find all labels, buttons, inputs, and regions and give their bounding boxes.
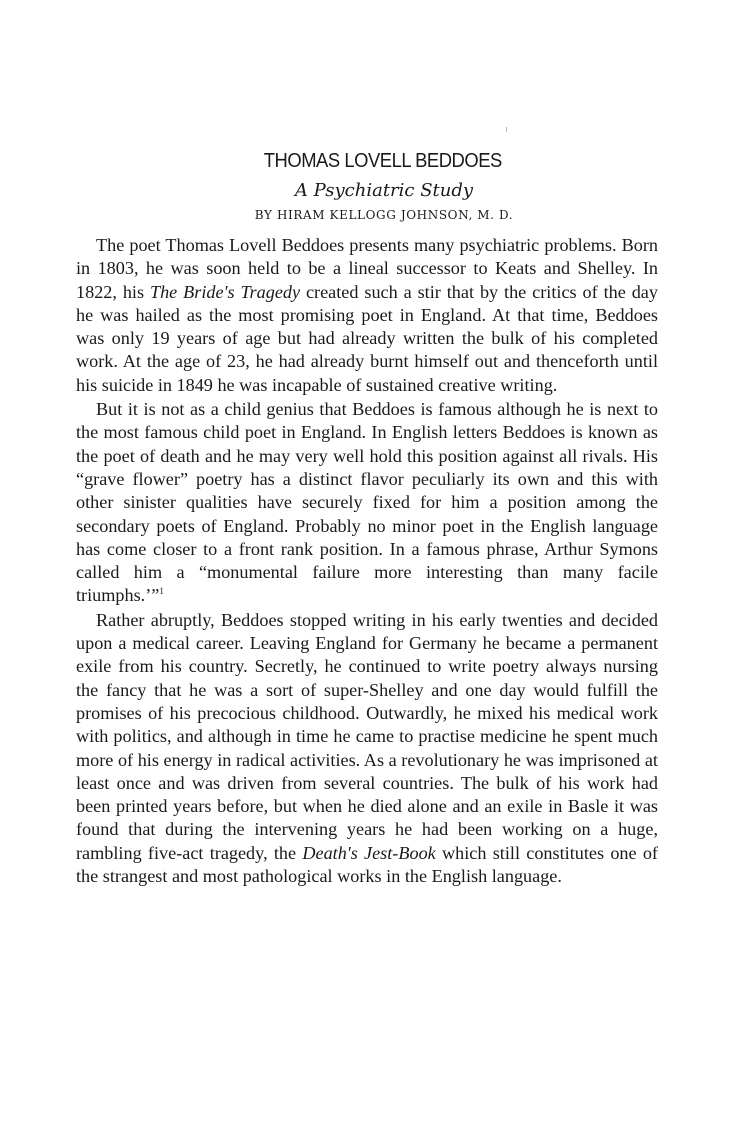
scan-speck: [506, 127, 507, 132]
death-jest-book-title: Death's Jest-Book: [302, 842, 436, 863]
paragraph-1-text-c: created such a stir that by the critics of the day he was hailed as the most promising poet in England. At that time, Beddoes was only 19 years of age but had already written the bulk of his completed work. At the age of 23, he had already burnt himself out and thenceforth until his suicide in 1849 he was incapable of sustained creative writing.: [76, 281, 658, 395]
paragraph-3-text-a: Rather abruptly, Beddoes stopped writing in his early twenties and decided upon a medical career. Leaving England for Germany he became a permanent exile from his country. Secretly, he continued to write poetry always nursing the fancy that he was a sort of super-Shelley and one day would fulfill the promises of his precocious childhood. Outwardly, he mixed his medical work with politics, and although in time he came to practise medicine he spent much more of his energy in radical activities. As a revolutionary he was imprisoned at least once and was driven from several countries. The bulk of his work had been printed years before, but when he died alone and an exile in Basle it was found that during the intervening years he had been working on a huge, rambling five-act tragedy, the: [76, 609, 658, 863]
article-title: THOMAS LOVELL BEDDOES: [263, 150, 502, 172]
paragraph-1: [76, 234, 658, 397]
article-body: [76, 234, 658, 888]
article-subtitle: A Psychiatric Study: [294, 180, 474, 201]
bride-tragedy-title: The Bride's Tragedy: [149, 281, 301, 302]
footnote-marker: 1: [159, 586, 164, 597]
paragraph-2: [76, 398, 658, 608]
paragraph-3: [76, 609, 658, 889]
paragraph-2-text: But it is not as a child genius that Beddoes is famous although he is next to the most famous child poet in England. In English letters Beddoes is known as the poet of death and he may very well hold this position against all rivals. His “grave flower” poetry has a distinct flavor peculiarly its own and this with other sinister qualities have securely fixed for him a position among the secondary poets of England. Probably no minor poet in the English language has come closer to a front rank position. In a famous phrase, Arthur Symons called him a “monumental failure more interesting than many facile triumphs.’”: [76, 399, 658, 606]
paragraph-3-text-c: which still constitutes one of the strangest and most pathological works in the English language.: [76, 842, 658, 887]
paragraph-1-text-a: The poet Thomas Lovell Beddoes presents many psychiatric problems. Born in 1803, he was soon held to be a lineal successor to Keats and Shelley. In 1822, his: [76, 235, 658, 302]
author-byline: BY HIRAM KELLOGG JOHNSON, M. D.: [254, 208, 514, 222]
